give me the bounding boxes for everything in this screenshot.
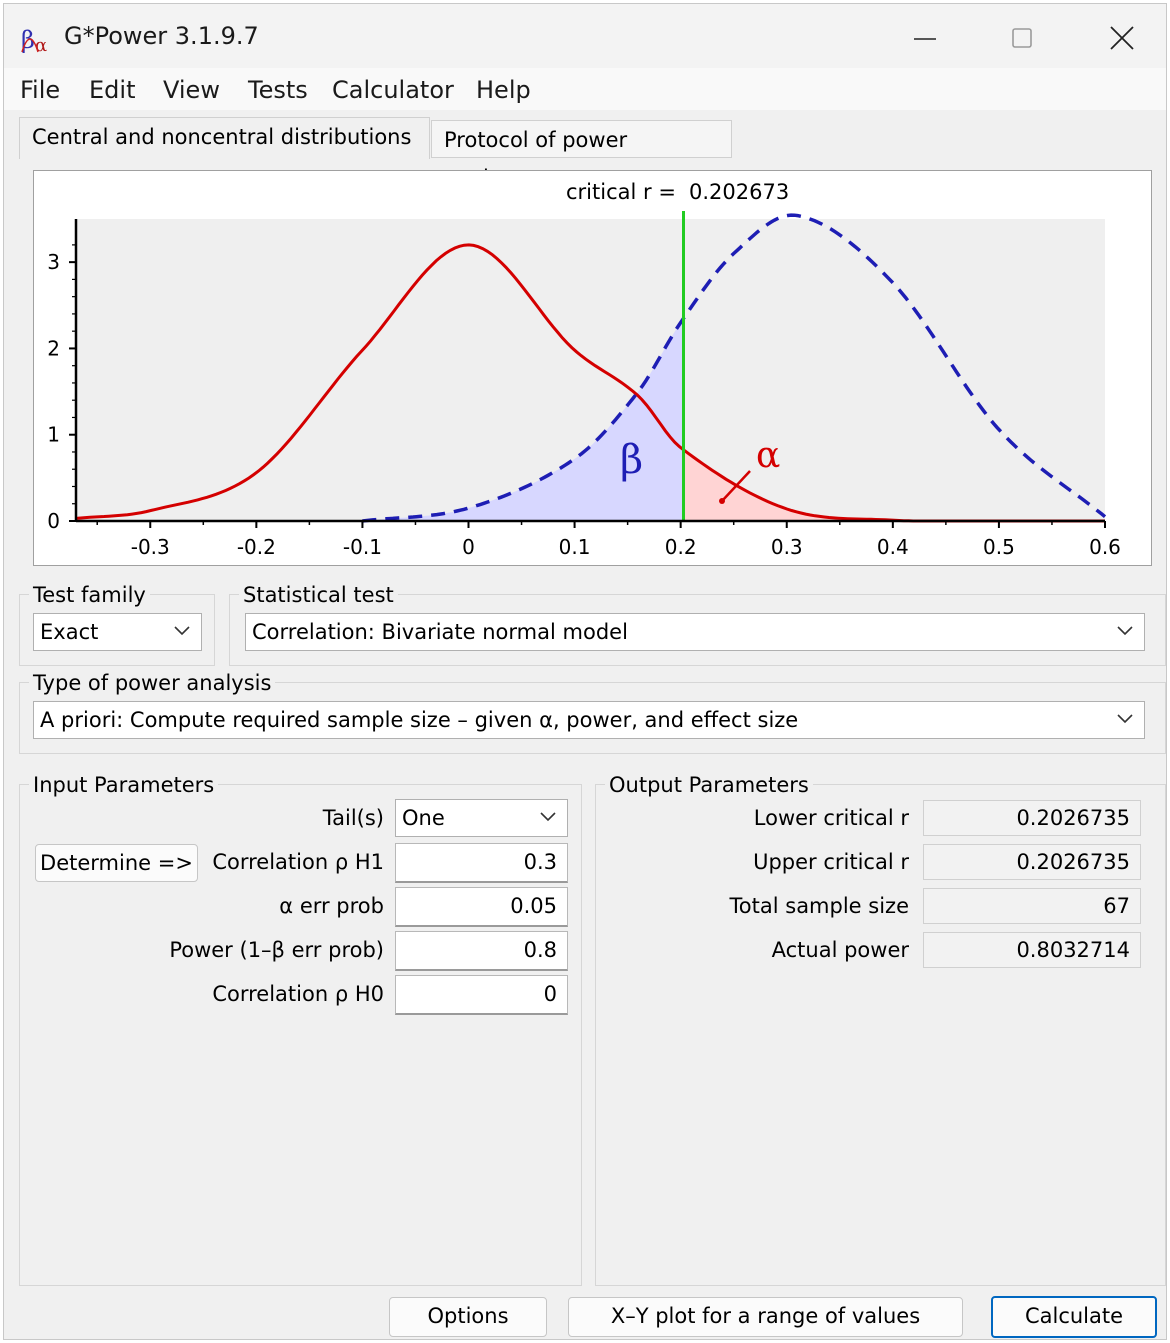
menu-file[interactable]: File	[20, 76, 61, 104]
menu-tests[interactable]: Tests	[248, 76, 308, 104]
upper-critical-label: Upper critical r	[753, 850, 909, 874]
menu-view[interactable]: View	[163, 76, 220, 104]
analysis-type-label: Type of power analysis	[29, 671, 275, 695]
chevron-down-icon	[1116, 624, 1134, 638]
tails-select[interactable]	[395, 799, 568, 837]
critical-r-label: critical r =	[566, 180, 676, 204]
x-tick-label: 0.6	[1089, 535, 1121, 559]
upper-critical-value: 0.2026735	[923, 844, 1141, 880]
x-tick-label: 0.4	[876, 535, 909, 559]
tab-distributions[interactable]: Central and noncentral distributions	[19, 117, 430, 159]
svg-text:β: β	[21, 26, 35, 54]
test-family-select[interactable]	[33, 613, 202, 651]
rho-h1-input[interactable]: 0.3	[395, 843, 568, 883]
menu-bar	[4, 68, 1166, 110]
alpha-err-label: α err prob	[279, 894, 384, 918]
minimize-icon[interactable]	[902, 18, 946, 58]
x-tick-label: 0.1	[558, 535, 591, 559]
chevron-down-icon	[173, 624, 191, 638]
test-family-value: Exact	[40, 620, 99, 644]
statistical-test-value: Correlation: Bivariate normal model	[252, 620, 628, 644]
actual-power-label: Actual power	[771, 938, 909, 962]
rho-h0-label: Correlation ρ H0	[212, 982, 384, 1006]
y-tick-label: 0	[47, 509, 60, 533]
x-tick-label: 0	[462, 535, 475, 559]
power-label: Power (1–β err prob)	[169, 938, 384, 962]
power-input[interactable]: 0.8	[395, 931, 568, 971]
actual-power-value: 0.8032714	[923, 932, 1141, 968]
menu-edit[interactable]: Edit	[89, 76, 136, 104]
x-axis-ticks	[97, 521, 1121, 559]
x-tick-label: 0.5	[983, 535, 1015, 559]
x-tick-label: 0.3	[770, 535, 803, 559]
chevron-down-icon	[1116, 712, 1134, 726]
distribution-plot-panel	[33, 170, 1152, 566]
close-icon[interactable]	[1100, 18, 1144, 58]
window-title: G*Power 3.1.9.7	[64, 22, 259, 50]
rho-h1-label: Correlation ρ H1	[212, 850, 384, 874]
app-window	[3, 3, 1167, 1340]
menu-calculator[interactable]: Calculator	[332, 76, 454, 104]
analysis-type-value: A priori: Compute required sample size – given α, power, and effect size	[40, 708, 799, 732]
y-axis-ticks	[47, 245, 76, 533]
x-tick-label: -0.3	[130, 535, 170, 559]
lower-critical-label: Lower critical r	[753, 806, 909, 830]
menu-help[interactable]: Help	[476, 76, 531, 104]
y-tick-label: 3	[47, 250, 60, 275]
input-parameters-label: Input Parameters	[29, 773, 218, 797]
alpha-err-input[interactable]: 0.05	[395, 887, 568, 927]
svg-text:α: α	[35, 35, 48, 56]
options-button[interactable]: Options	[389, 1297, 547, 1337]
xy-plot-button[interactable]: X–Y plot for a range of values	[568, 1297, 963, 1337]
total-sample-size-value: 67	[923, 888, 1141, 924]
distribution-chart	[34, 171, 1151, 565]
chevron-down-icon	[539, 810, 557, 824]
tails-value: One	[402, 806, 445, 830]
total-sample-size-label: Total sample size	[729, 894, 909, 918]
gpower-logo-icon	[20, 22, 54, 56]
title-bar	[4, 4, 1166, 68]
calculate-button[interactable]: Calculate	[991, 1296, 1157, 1338]
lower-critical-value: 0.2026735	[923, 800, 1141, 836]
y-tick-label: 1	[47, 422, 60, 447]
y-tick-label: 2	[47, 336, 60, 361]
statistical-test-select[interactable]	[245, 613, 1145, 651]
output-parameters-label: Output Parameters	[605, 773, 813, 797]
statistical-test-label: Statistical test	[239, 583, 398, 607]
x-tick-label: 0.2	[664, 535, 697, 559]
alpha-label: α	[756, 435, 781, 476]
beta-label: β	[620, 437, 644, 483]
rho-h0-input[interactable]: 0	[395, 975, 568, 1015]
tab-protocol[interactable]: Protocol of power	[431, 120, 732, 158]
x-tick-label: -0.1	[342, 535, 382, 559]
maximize-icon[interactable]	[1000, 18, 1044, 58]
determine-button[interactable]: Determine =>	[35, 844, 198, 882]
tails-label: Tail(s)	[322, 806, 384, 830]
test-family-label: Test family	[29, 583, 150, 607]
x-tick-label: -0.2	[236, 535, 276, 559]
analysis-type-select[interactable]	[33, 701, 1145, 739]
critical-r-value: 0.202673	[689, 180, 790, 204]
alpha-pointer-dot	[719, 498, 725, 504]
